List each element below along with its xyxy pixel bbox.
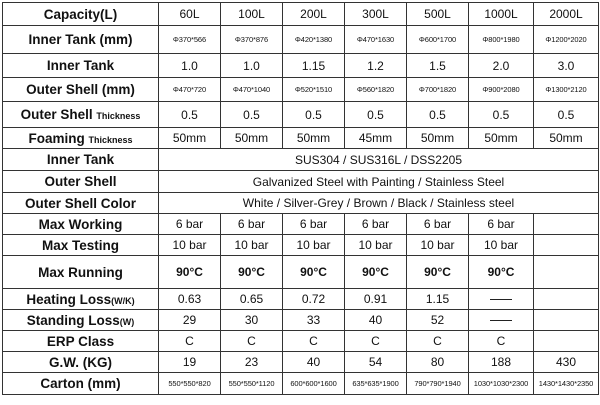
table-cell: 1.15 [283,54,345,78]
row-label-carton: Carton (mm) [3,373,159,395]
table-cell: 6 bar [407,214,469,235]
table-cell: 50mm [159,128,221,149]
dash-mark [490,299,512,300]
table-cell: 10 bar [159,235,221,256]
table-cell: 52 [407,310,469,331]
table-cell: 3.0 [534,54,599,78]
table-cell: 90°C [407,256,469,289]
row-label-inner-tank-mm: Inner Tank (mm) [3,26,159,54]
table-cell: 0.5 [469,102,534,128]
table-cell: Φ1200*2020 [534,26,599,54]
table-cell: 33 [283,310,345,331]
table-cell: 600*600*1600 [283,373,345,395]
column-header: 2000L [534,3,599,26]
row-label-gw: G.W. (KG) [3,352,159,373]
table-cell: 635*635*1900 [345,373,407,395]
table-cell: 90°C [221,256,283,289]
table-cell: 0.72 [283,289,345,310]
table-cell: 80 [407,352,469,373]
row-foaming-thickness [3,128,599,149]
table-cell [534,289,599,310]
row-label-text: Outer Shell [20,107,93,122]
column-header: 200L [283,3,345,26]
table-cell: Φ470*1630 [345,26,407,54]
table-cell: 6 bar [221,214,283,235]
column-header: 500L [407,3,469,26]
table-cell: 90°C [159,256,221,289]
row-inner-tank-mm [3,26,599,54]
table-cell: 90°C [469,256,534,289]
table-cell: Φ370*566 [159,26,221,54]
table-cell: 0.91 [345,289,407,310]
table-cell: Φ800*1980 [469,26,534,54]
row-label-capacity: Capacity(L) [3,3,159,26]
row-erp-class [3,331,599,352]
row-label-outer-shell-mm: Outer Shell (mm) [3,78,159,102]
table-cell: Φ900*2080 [469,78,534,102]
row-label-outer-shell-thickness [3,102,159,128]
table-cell: 0.5 [407,102,469,128]
table-cell [534,235,599,256]
table-cell: 550*550*1120 [221,373,283,395]
row-label-text: Standing Loss [26,312,120,328]
table-cell: 10 bar [221,235,283,256]
merged-cell: SUS304 / SUS316L / DSS2205 [159,149,599,171]
table-cell: 0.5 [345,102,407,128]
table-cell: 10 bar [407,235,469,256]
row-label-erp-class: ERP Class [3,331,159,352]
table-cell: 6 bar [283,214,345,235]
table-cell [534,214,599,235]
table-cell [534,310,599,331]
row-label-unit: (W/K) [111,295,135,306]
table-cell-empty [469,289,534,310]
table-cell: 50mm [283,128,345,149]
row-label-heating-loss [3,289,159,310]
table-cell [534,331,599,352]
table-cell: 10 bar [345,235,407,256]
row-label-foaming-thickness [3,128,159,149]
table-cell: 30 [221,310,283,331]
table-cell: 50mm [407,128,469,149]
table-cell: 10 bar [283,235,345,256]
row-max-testing [3,235,599,256]
row-label-text: Heating Loss [26,291,112,307]
row-label-max-testing: Max Testing [3,235,159,256]
table-cell: Φ700*1820 [407,78,469,102]
table-cell: 6 bar [159,214,221,235]
table-cell: Φ600*1700 [407,26,469,54]
row-max-running [3,256,599,289]
table-cell: 40 [345,310,407,331]
row-outer-shell-material [3,171,599,193]
table-cell: 550*550*820 [159,373,221,395]
table-cell: C [283,331,345,352]
row-outer-shell-thickness [3,102,599,128]
row-label-subtext: Thickness [96,111,141,121]
row-label-subtext: Thickness [88,134,133,145]
table-cell: 1.0 [159,54,221,78]
table-cell: 40 [283,352,345,373]
row-inner-tank-material [3,149,599,171]
column-header: 100L [221,3,283,26]
table-cell: 0.5 [283,102,345,128]
merged-cell: White / Silver-Grey / Brown / Black / Stainless steel [159,193,599,214]
table-cell: 10 bar [469,235,534,256]
table-cell: 6 bar [469,214,534,235]
table-cell: Φ470*1040 [221,78,283,102]
table-cell: 19 [159,352,221,373]
dash-mark [490,320,512,321]
table-cell: 6 bar [345,214,407,235]
table-cell: 1430*1430*2350 [534,373,599,395]
column-header: 300L [345,3,407,26]
table-cell: 1.2 [345,54,407,78]
row-label-max-working: Max Working [3,214,159,235]
row-gw [3,352,599,373]
row-heating-loss [3,289,599,310]
table-cell: 45mm [345,128,407,149]
table-cell: Φ420*1380 [283,26,345,54]
table-cell: Φ1300*2120 [534,78,599,102]
row-label-outer-shell-material: Outer Shell [3,171,159,193]
row-standing-loss [3,310,599,331]
row-label-outer-shell-color: Outer Shell Color [3,193,159,214]
table-cell: 790*790*1940 [407,373,469,395]
table-cell: C [345,331,407,352]
column-header: 60L [159,3,221,26]
row-label-text: Foaming [28,130,85,146]
row-outer-shell-color [3,193,599,214]
merged-cell: Galvanized Steel with Painting / Stainless Steel [159,171,599,193]
table-cell-empty [469,310,534,331]
table-cell: 0.65 [221,289,283,310]
table-cell: C [469,331,534,352]
table-cell: 0.5 [534,102,599,128]
table-cell: 29 [159,310,221,331]
column-header: 1000L [469,3,534,26]
row-label-inner-tank-thickness: Inner Tank [3,54,159,78]
row-label-max-running: Max Running [3,256,159,289]
table-cell: 1030*1030*2300 [469,373,534,395]
table-cell: 50mm [221,128,283,149]
row-max-working [3,214,599,235]
row-carton [3,373,599,395]
table-cell: 1.15 [407,289,469,310]
row-label-standing-loss [3,310,159,331]
row-capacity [3,3,599,26]
table-cell: 0.5 [221,102,283,128]
table-cell: 90°C [283,256,345,289]
table-cell: Φ520*1510 [283,78,345,102]
table-cell: C [221,331,283,352]
table-cell [534,256,599,289]
table-cell: 50mm [534,128,599,149]
table-cell: 54 [345,352,407,373]
table-cell: 50mm [469,128,534,149]
table-cell: 430 [534,352,599,373]
table-cell: C [407,331,469,352]
table-cell: Φ470*720 [159,78,221,102]
row-label-unit: (W) [119,316,135,327]
table-cell: 23 [221,352,283,373]
spec-table [2,2,599,395]
row-label-inner-tank-material: Inner Tank [3,149,159,171]
row-inner-tank-thickness [3,54,599,78]
table-cell: Φ560*1820 [345,78,407,102]
row-outer-shell-mm [3,78,599,102]
table-cell: 90°C [345,256,407,289]
table-cell: 1.5 [407,54,469,78]
table-cell: 0.5 [159,102,221,128]
table-cell: 0.63 [159,289,221,310]
table-cell: 1.0 [221,54,283,78]
table-cell: 2.0 [469,54,534,78]
table-cell: C [159,331,221,352]
table-cell: 188 [469,352,534,373]
table-cell: Φ370*876 [221,26,283,54]
